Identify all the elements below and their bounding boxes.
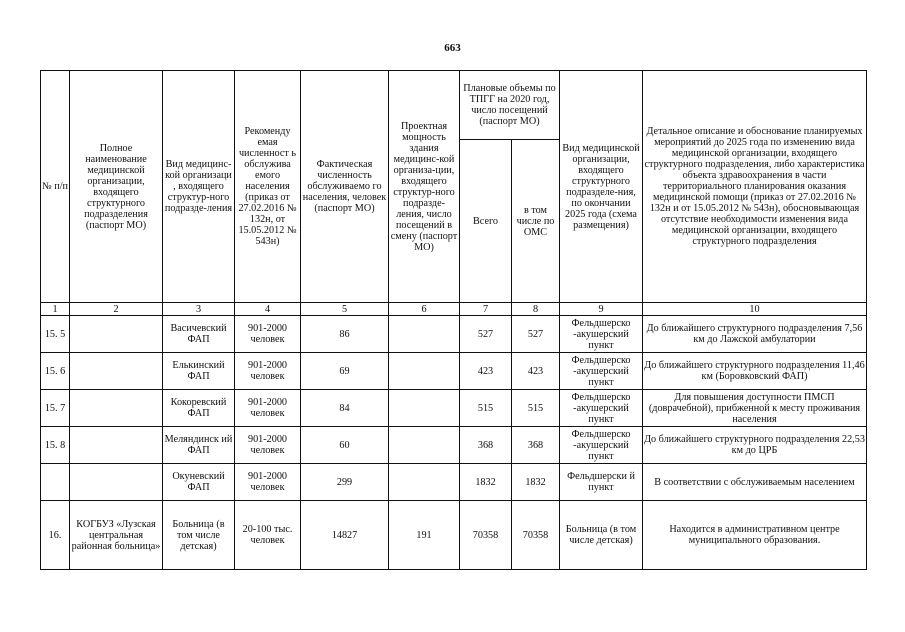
row-description: До ближайшего структурного подразделения 7,56 км до Лажской амбулатории (643, 316, 867, 353)
row-description: Находится в административном центре муниципального образования. (643, 501, 867, 570)
row-kind-2025: Фельдшерско -акушерский пункт (560, 353, 643, 390)
row-number (41, 464, 70, 501)
row-recommended: 901-2000 человек (235, 464, 301, 501)
column-number: 2 (70, 303, 163, 316)
row-number: 16. (41, 501, 70, 570)
header-design-capacity: Проектная мощность здания медицинс-кой организа-ции, входящего структур-ного подразде-ления, число посещений в смену (паспорт МО) (389, 71, 460, 303)
row-capacity (389, 464, 460, 501)
column-number: 7 (460, 303, 512, 316)
row-kind-2025: Больница (в том числе детская) (560, 501, 643, 570)
row-total: 423 (460, 353, 512, 390)
row-description: В соответствии с обслуживаемым населением (643, 464, 867, 501)
row-total: 1832 (460, 464, 512, 501)
row-number: 15. 5 (41, 316, 70, 353)
row-actual: 14827 (301, 501, 389, 570)
column-number: 4 (235, 303, 301, 316)
header-recommended-population: Рекоменду емая численност ь обслужива емого населения (приказ от 27.02.2016 № 132н, от 15.05.2012 № 543н) (235, 71, 301, 303)
column-number: 1 (41, 303, 70, 316)
row-organization (70, 353, 163, 390)
row-kind: Кокоревский ФАП (163, 390, 235, 427)
row-kind-2025: Фельдшерско -акушерский пункт (560, 316, 643, 353)
row-oms: 527 (512, 316, 560, 353)
header-description: Детальное описание и обоснование планируемых мероприятий до 2025 года по изменению вида медицинской организации, входящего структурного подразделения, либо характеристика объекта здравоохранения в части территориального планирования оказания медицинской помощи (приказ от 27.02.2016 № 132н и от 15.05.2012 № 543н), обосновывающая отсутствие необходимости изменения вида медицинской организации, входящего структурного подразделения (643, 71, 867, 303)
row-recommended: 901-2000 человек (235, 427, 301, 464)
table-row (41, 316, 867, 353)
header-oms: в том числе по ОМС (512, 140, 560, 303)
row-kind-2025: Фельдшерски й пункт (560, 464, 643, 501)
row-actual: 86 (301, 316, 389, 353)
row-actual: 299 (301, 464, 389, 501)
row-total: 70358 (460, 501, 512, 570)
row-description: До ближайшего структурного подразделения 11,46 км (Боровковский ФАП) (643, 353, 867, 390)
column-number: 8 (512, 303, 560, 316)
header-total: Всего (460, 140, 512, 303)
row-recommended: 901-2000 человек (235, 390, 301, 427)
header-organization: Полное наименование медицинской организации, входящего структурного подразделения (паспорт МО) (70, 71, 163, 303)
row-oms: 1832 (512, 464, 560, 501)
column-number: 10 (643, 303, 867, 316)
row-kind-2025: Фельдшерско -акушерский пункт (560, 427, 643, 464)
column-number: 9 (560, 303, 643, 316)
row-capacity (389, 316, 460, 353)
row-number: 15. 8 (41, 427, 70, 464)
row-number: 15. 6 (41, 353, 70, 390)
table-row (41, 390, 867, 427)
row-total: 515 (460, 390, 512, 427)
row-kind: Больница (в том числе детская) (163, 501, 235, 570)
header-planned-volumes: Плановые объемы по ТПГГ на 2020 год, число посещений (паспорт МО) (460, 71, 560, 140)
row-capacity (389, 390, 460, 427)
column-number: 3 (163, 303, 235, 316)
row-description: Для повышения доступности ПМСП (доврачебной), прибженной к месту проживания населения (643, 390, 867, 427)
row-capacity (389, 427, 460, 464)
row-kind: Окуневский ФАП (163, 464, 235, 501)
row-recommended: 901-2000 человек (235, 316, 301, 353)
header-kind-2025: Вид медицинской организации, входящего структурного подразделе-ния, по окончании 2025 года (схема размещения) (560, 71, 643, 303)
row-organization (70, 464, 163, 501)
table-row (41, 464, 867, 501)
column-number-row (41, 303, 867, 316)
table-row (41, 353, 867, 390)
row-oms: 515 (512, 390, 560, 427)
row-kind: Меляндинск ий ФАП (163, 427, 235, 464)
header-actual-population: Фактическая численность обслуживаемо го населения, человек (паспорт МО) (301, 71, 389, 303)
row-actual: 69 (301, 353, 389, 390)
header-kind: Вид медицинс-кой организаци , входящего структур-ного подразде-ления (163, 71, 235, 303)
table-row (41, 427, 867, 464)
row-recommended: 901-2000 человек (235, 353, 301, 390)
row-oms: 423 (512, 353, 560, 390)
row-organization (70, 427, 163, 464)
header-number: № п/п (41, 71, 70, 303)
row-total: 368 (460, 427, 512, 464)
page-number: 663 (444, 42, 461, 54)
row-number: 15. 7 (41, 390, 70, 427)
row-kind: Васичевский ФАП (163, 316, 235, 353)
row-kind: Елькинский ФАП (163, 353, 235, 390)
row-oms: 70358 (512, 501, 560, 570)
row-description: До ближайшего структурного подразделения 22,53 км до ЦРБ (643, 427, 867, 464)
column-number: 6 (389, 303, 460, 316)
row-capacity (389, 353, 460, 390)
row-kind-2025: Фельдшерско -акушерский пункт (560, 390, 643, 427)
row-total: 527 (460, 316, 512, 353)
row-capacity: 191 (389, 501, 460, 570)
table-row (41, 501, 867, 570)
facilities-table (40, 70, 867, 570)
row-recommended: 20-100 тыс. человек (235, 501, 301, 570)
column-number: 5 (301, 303, 389, 316)
row-organization (70, 316, 163, 353)
row-organization: КОГБУЗ «Лузская центральная районная больница» (70, 501, 163, 570)
row-oms: 368 (512, 427, 560, 464)
row-actual: 60 (301, 427, 389, 464)
row-organization (70, 390, 163, 427)
row-actual: 84 (301, 390, 389, 427)
